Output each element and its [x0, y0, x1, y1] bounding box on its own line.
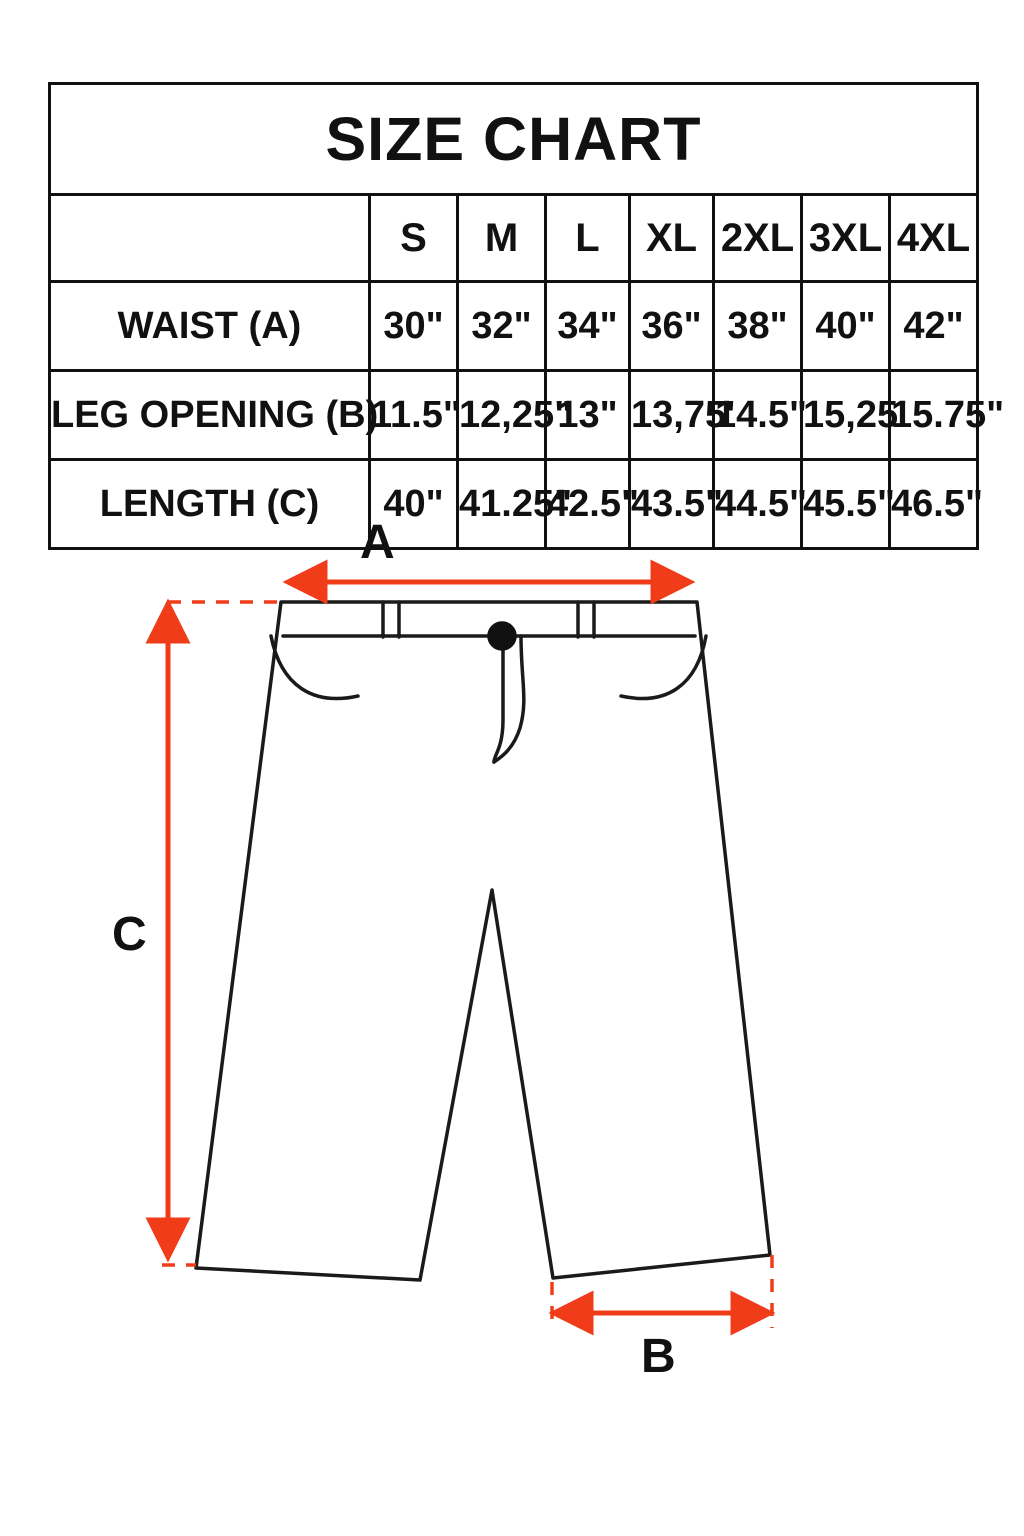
header-size-l: L	[546, 195, 630, 282]
leg-opening-xl: 13,75'	[630, 371, 714, 460]
waist-4xl: 42"	[890, 282, 978, 371]
header-size-4xl: 4XL	[890, 195, 978, 282]
header-size-xl: XL	[630, 195, 714, 282]
leg-opening-2xl: 14.5"	[714, 371, 802, 460]
header-size-m: M	[458, 195, 546, 282]
waist-l: 34"	[546, 282, 630, 371]
leg-opening-4xl: 15.75"	[890, 371, 978, 460]
garment-diagram	[0, 510, 1024, 1410]
length-3xl: 45.5"	[802, 460, 890, 549]
leg-opening-l: 13"	[546, 371, 630, 460]
waist-3xl: 40"	[802, 282, 890, 371]
measure-c-label: C	[112, 908, 147, 961]
title-row	[50, 84, 978, 195]
length-l: 42.5"	[546, 460, 630, 549]
length-4xl: 46.5"	[890, 460, 978, 549]
table-header-row	[50, 195, 978, 282]
table-row	[50, 282, 978, 371]
length-m: 41.25"	[458, 460, 546, 549]
length-2xl: 44.5"	[714, 460, 802, 549]
leg-opening-3xl: 15,25'	[802, 371, 890, 460]
size-chart-table	[48, 82, 1005, 550]
shorts-outline-icon	[196, 602, 770, 1280]
length-s: 40"	[370, 460, 458, 549]
header-corner-cell	[50, 195, 370, 282]
row-label-leg-opening: LEG OPENING (B)	[50, 371, 370, 460]
header-size-3xl: 3XL	[802, 195, 890, 282]
table-row	[50, 371, 978, 460]
waist-2xl: 38"	[714, 282, 802, 371]
measure-b-label: B	[641, 1330, 676, 1383]
waist-m: 32"	[458, 282, 546, 371]
header-size-2xl: 2XL	[714, 195, 802, 282]
header-size-s: S	[370, 195, 458, 282]
size-chart-container	[48, 82, 1005, 550]
page-title: SIZE CHART	[50, 84, 978, 195]
leg-opening-m: 12,25"	[458, 371, 546, 460]
waist-s: 30"	[370, 282, 458, 371]
row-label-length: LENGTH (C)	[50, 460, 370, 549]
leg-opening-s: 11.5"	[370, 371, 458, 460]
waist-xl: 36"	[630, 282, 714, 371]
measure-a-label: A	[360, 516, 395, 569]
length-xl: 43.5"	[630, 460, 714, 549]
row-label-waist: WAIST (A)	[50, 282, 370, 371]
